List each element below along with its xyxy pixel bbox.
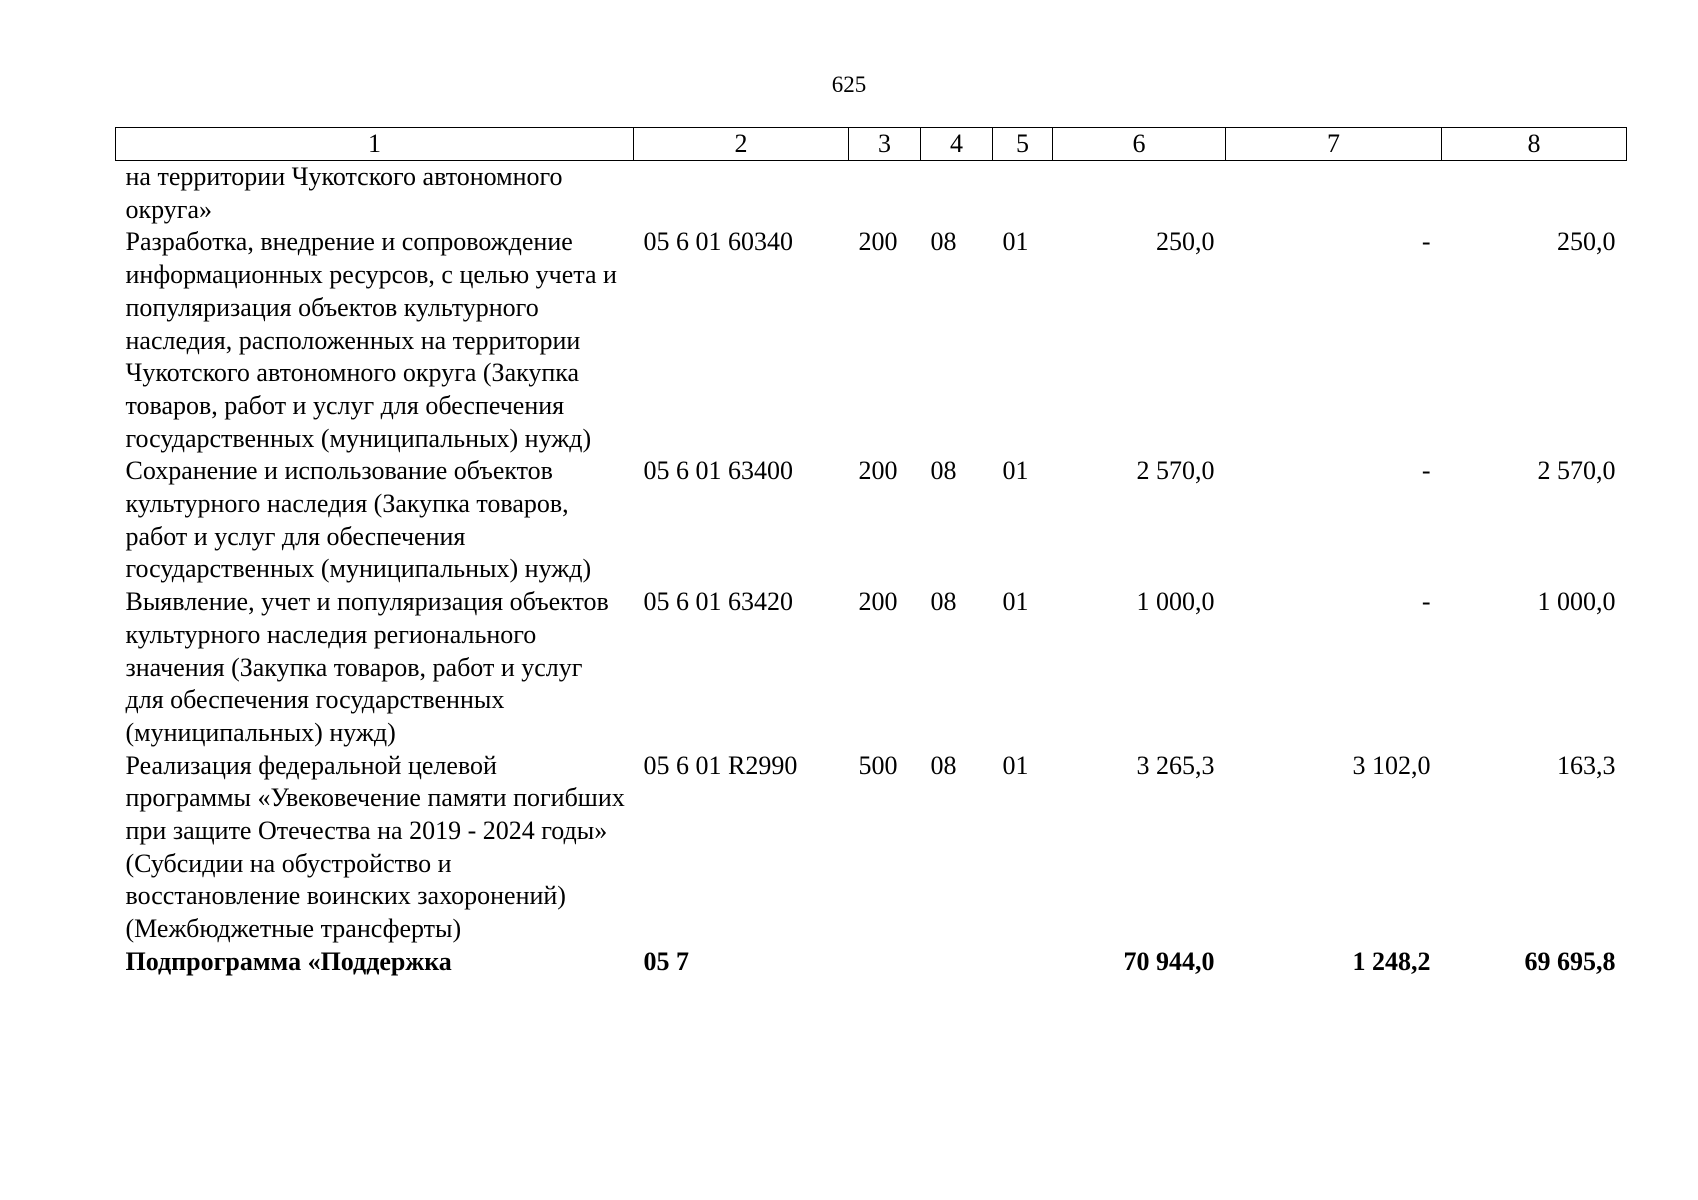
table-row <box>116 226 1627 455</box>
column-header-5: 5 <box>993 128 1053 161</box>
column-header-6: 6 <box>1053 128 1226 161</box>
row-name: Выявление, учет и популяризация объектов культурного наследия регионального значения (Закупка товаров, работ и услуг для обеспечения государственных (муниципальных) нужд) <box>125 587 609 747</box>
row-section: 08 <box>930 227 957 257</box>
row-name: на территории Чукотского автономного округа» <box>125 162 563 224</box>
row-target-article <box>634 161 849 227</box>
row-regional <box>1442 161 1627 227</box>
column-header-2: 2 <box>634 128 849 161</box>
row-federal: - <box>1421 456 1431 486</box>
table-header <box>116 128 1627 161</box>
row-federal: 1 248,2 <box>1352 946 1431 976</box>
column-header-7: 7 <box>1226 128 1442 161</box>
row-subsection: 01 <box>1002 750 1029 780</box>
row-regional: 69 695,8 <box>1524 946 1616 976</box>
row-expense-type <box>849 161 921 227</box>
row-section: 08 <box>930 456 957 486</box>
row-section <box>921 946 993 979</box>
row-total: 3 265,3 <box>1136 750 1215 780</box>
row-subsection <box>993 946 1053 979</box>
row-subsection <box>993 161 1053 227</box>
row-federal <box>1226 161 1442 227</box>
row-total: 2 570,0 <box>1136 456 1215 486</box>
row-total <box>1053 161 1226 227</box>
row-name: Подпрограмма «Поддержка <box>125 946 452 976</box>
budget-table <box>115 127 1627 979</box>
page-number: 625 <box>831 72 867 97</box>
row-target-article: 05 6 01 63420 <box>643 587 793 617</box>
row-expense-type: 500 <box>858 750 898 780</box>
column-header-3: 3 <box>849 128 921 161</box>
row-expense-type: 200 <box>858 456 898 486</box>
row-expense-type <box>849 946 921 979</box>
row-subsection: 01 <box>1002 456 1029 486</box>
column-header-8: 8 <box>1442 128 1627 161</box>
row-section <box>921 161 993 227</box>
row-total: 250,0 <box>1156 227 1215 257</box>
table-row-subprogram <box>116 946 1627 979</box>
row-federal: 3 102,0 <box>1352 750 1431 780</box>
row-regional: 163,3 <box>1557 750 1616 780</box>
table-row <box>116 161 1627 227</box>
header-row <box>116 128 1627 161</box>
table-row <box>116 455 1627 586</box>
row-section: 08 <box>930 587 957 617</box>
row-section: 08 <box>930 750 957 780</box>
table-body <box>116 161 1627 979</box>
row-name: Сохранение и использование объектов культурного наследия (Закупка товаров, работ и услуг для обеспечения государственных (муниципальных) нужд) <box>125 456 592 584</box>
row-total: 1 000,0 <box>1136 587 1215 617</box>
row-subsection: 01 <box>1002 227 1029 257</box>
row-regional: 1 000,0 <box>1537 587 1616 617</box>
row-expense-type: 200 <box>858 227 898 257</box>
row-target-article: 05 6 01 R2990 <box>643 750 798 780</box>
row-federal: - <box>1421 587 1431 617</box>
column-header-4: 4 <box>921 128 993 161</box>
row-target-article: 05 6 01 63400 <box>643 456 793 486</box>
table-row <box>116 750 1627 946</box>
row-federal: - <box>1421 227 1431 257</box>
row-expense-type: 200 <box>858 587 898 617</box>
row-name: Реализация федеральной целевой программы «Увековечение памяти погибших при защите Отечества на 2019 - 2024 годы» (Субсидии на обустройство и восстановление воинских захоронений) (Межбюджетные трансферты) <box>125 750 625 944</box>
row-regional: 2 570,0 <box>1537 456 1616 486</box>
row-subsection: 01 <box>1002 587 1029 617</box>
row-name: Разработка, внедрение и сопровождение информационных ресурсов, с целью учета и популяризация объектов культурного наследия, расположенных на территории Чукотского автономного округа (Закупка товаров, работ и услуг для обеспечения государственных (муниципальных) нужд) <box>125 227 617 453</box>
table-row <box>116 586 1627 750</box>
row-total: 70 944,0 <box>1123 946 1215 976</box>
row-target-article: 05 7 <box>643 946 689 976</box>
row-target-article: 05 6 01 60340 <box>643 227 793 257</box>
column-header-1: 1 <box>116 128 634 161</box>
row-regional: 250,0 <box>1557 227 1616 257</box>
